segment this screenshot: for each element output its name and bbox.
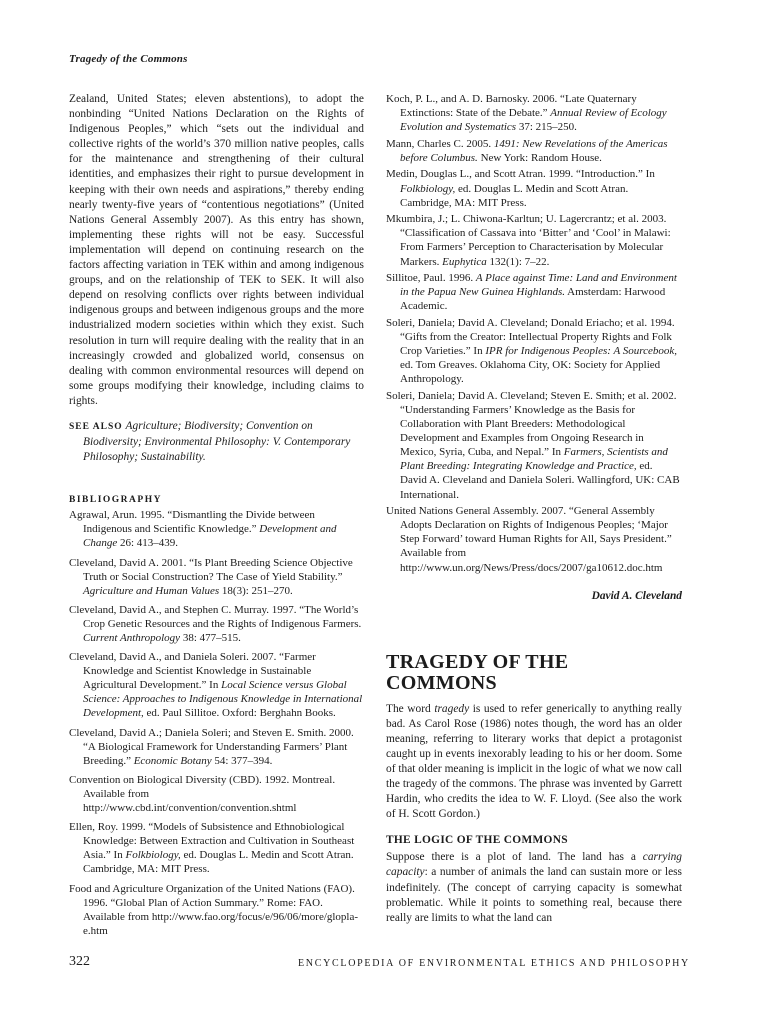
- bibliography-entry: Cleveland, David A. 2001. “Is Plant Breeding Science Objective Truth or Social Construction? The Case of Yield Stability.” Agriculture and Human Values 18(3): 251–270.: [69, 556, 353, 597]
- bibliography-entry: Sillitoe, Paul. 1996. A Place against Time: Land and Environment in the Papua New Guinea Highlands. Amsterdam: Harwood Academic.: [386, 272, 677, 313]
- section-subhead: THE LOGIC OF THE COMMONS: [386, 834, 568, 847]
- bibliography-entry: Convention on Biological Diversity (CBD). 1992. Montreal. Available from http://www.cbd.int/convention/convention.shtml: [69, 773, 336, 815]
- bibliography-entry: Soleri, Daniela; David A. Cleveland; Steven E. Smith; et al. 2002. “Understanding Farmers’ Knowledge as the Basis for Collaboration with Plant Breeders: Methodological Development and Examples from Ongoing Research in Mexico, Syria, Cuba, and Nepal.” In Farmers, Scientists and Plant Breeding: Integrating Knowledge and Practice, ed. David A. Cleveland and Daniela Soleri. Wallingford, UK: CAB International.: [386, 389, 680, 501]
- bibliography-entry: Cleveland, David A., and Daniela Soleri. 2007. “Farmer Knowledge and Scientist Knowledge in Sustainable Agricultural Development.” In Local Science versus Global Science: Approaches to Indigenous Knowledge in International Development, ed. Paul Sillitoe. Oxford: Berghahn Books.: [69, 651, 363, 720]
- entry-title-line-1: TRAGEDY OF THE: [386, 650, 569, 673]
- entry-title-line-2: COMMONS: [386, 671, 497, 694]
- right-column: [386, 92, 682, 926]
- publication-title: ENCYCLOPEDIA OF ENVIRONMENTAL ETHICS AND PHILOSOPHY: [298, 958, 690, 969]
- entry-paragraph: Suppose there is a plot of land. The land has a carrying capacity: a number of animals the land can sustain more or less indefinitely. (The concept of carrying capacity is somewhat problematic. While it points to something real, because there really are limits to what the land can: [386, 851, 682, 924]
- bibliography-entry: Ellen, Roy. 1999. “Models of Subsistence and Ethnobiological Knowledge: Between Extraction and Cultivation in Southeast Asia.” In Folkbiology, ed. Douglas L. Medin and Scott Atran. Cambridge, MA: MIT Press.: [69, 821, 355, 876]
- bibliography-entry: Soleri, Daniela; David A. Cleveland; Donald Eriacho; et al. 1994. “Gifts from the Creator: Intellectual Property Rights and Folk Crop Varieties.” In IPR for Indigenous Peoples: A Sourcebook, ed. Tom Greaves. Oklahoma City, OK: Society for Applied Anthropology.: [386, 316, 677, 386]
- bibliography-entry: Cleveland, David A., and Stephen C. Murray. 1997. “The World’s Crop Genetic Resources and the Rights of Indigenous Farmers. Current Anthropology 38: 477–515.: [69, 603, 362, 644]
- page-number: 322: [69, 954, 90, 969]
- bibliography-entry: Agrawal, Arun. 1995. “Dismantling the Divide between Indigenous and Scientific Knowledge.” Development and Change 26: 413–439.: [69, 509, 337, 550]
- see-also: [69, 419, 364, 465]
- entry-paragraph: The word tragedy is used to refer generically to anything really bad. As Carol Rose (1986) notes though, the word has an older meaning, referring to literary works that depict a protagonist caught up in events inexorably leading to his or her doom. Some of that older meaning is implicit in the logic of what we now call the tragedy of the commons. The phrase was invented by Garrett Hardin, who credits the idea to W. F. Lloyd. (See also the work of H. Scott Gordon.): [386, 702, 682, 821]
- bibliography-entry: Koch, P. L., and A. D. Barnosky. 2006. “Late Quaternary Extinctions: State of the Debate.” Annual Review of Ecology Evolution and Systematics 37: 215–250.: [386, 93, 667, 134]
- bibliography-heading: BIBLIOGRAPHY: [69, 495, 162, 506]
- author-signature: David A. Cleveland: [591, 589, 682, 602]
- intro-paragraph: Zealand, United States; eleven abstentions), to adopt the nonbinding “United Nations Declaration on the Rights of Indigenous Peoples,” which “sets out the individual and collective rights of the world’s 370 million native peoples, calls for the maintenance and strengthening of their cultural identities, and emphasizes their right to pursue development in keeping with their own needs and aspirations,” thereby ending nearly twenty-five years of “contentious negotiations” (United Nations General Assembly 2007). As this entry has shown, implementing these rights will not be easy. Successful implementation will depend on continuing research on the factors affecting variation in TEK within and among indigenous groups, and on the relationship of TEK to SEK. It will also depend on resolving conflicts over rights between individual indigenous groups and between indigenous groups and the more industrialized modern societies within which they exist. Such resolution in turn will require dealing with the reality that in an increasingly crowded and globalized world, consensus on dealing with common environmental resources will depend on some groups modifying their knowledge, including claims to rights.: [69, 93, 364, 407]
- see-also-label: SEE ALSO: [69, 421, 123, 432]
- entry-title: [386, 652, 682, 694]
- bibliography-entry: United Nations General Assembly. 2007. “General Assembly Adopts Declaration on Rights of Indigenous Peoples; ‘Major Step Forward’ toward Human Rights for All, Says President.” Available from http://www.un.org/News/Press/docs/2007/ga10612.doc.htm: [386, 505, 672, 574]
- see-also-items: Agriculture; Biodiversity; Convention on Biodiversity; Environmental Philosophy: V. Contemporary Philosophy; Sustainability.: [83, 419, 351, 464]
- bibliography-entry: Medin, Douglas L., and Scott Atran. 1999. “Introduction.” In Folkbiology, ed. Douglas L. Medin and Scott Atran. Cambridge, MA: MIT Press.: [386, 168, 655, 209]
- bibliography-entry: Cleveland, David A.; Daniela Soleri; and Steven E. Smith. 2000. “A Biological Framework for Understanding Farmers’ Plant Breeding.” Economic Botany 54: 377–394.: [69, 726, 354, 767]
- running-head: Tragedy of the Commons: [69, 53, 188, 65]
- left-column: [69, 92, 364, 943]
- bibliography-entry: Mkumbira, J.; L. Chiwona-Karltun; U. Lagercrantz; et al. 2003. “Classification of Cassava into ‘Bitter’ and ‘Cool’ in Malawi: From Farmers’ Perception to Characterisation by Molecular Markers. Euphytica 132(1): 7–22.: [386, 213, 671, 268]
- bibliography-entry: Food and Agriculture Organization of the United Nations (FAO). 1996. “Global Plan of Action Summary.” Rome: FAO. Available from http://www.fao.org/focus/e/96/06/more/glopla-e.htm: [69, 882, 359, 937]
- bibliography-entry: Mann, Charles C. 2005. 1491: New Revelations of the Americas before Columbus. New York: Random House.: [386, 137, 668, 164]
